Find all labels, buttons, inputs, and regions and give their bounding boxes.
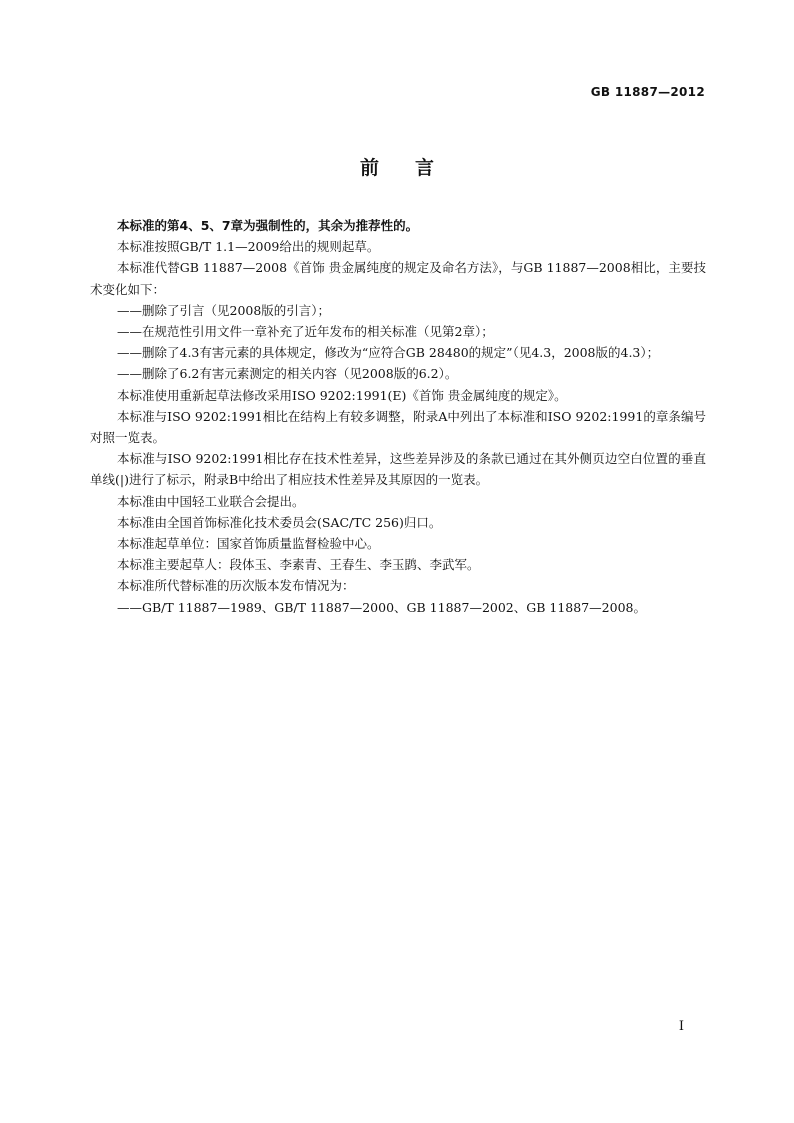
paragraph-replaces: 本标准代替GB 11887—2008《首饰 贵金属纯度的规定及命名方法》，与GB 11887—2008相比，主要技术变化如下： [90,260,706,297]
paragraph-iso-adoption: 本标准使用重新起草法修改采用ISO 9202:1991(E)《首饰 贵金属纯度的规定》。 [117,387,567,403]
paragraph-structure-differences: 本标准与ISO 9202:1991相比在结构上有较多调整，附录A中列出了本标准和ISO 9202:1991的章条编号对照一览表。 [90,408,706,446]
page-title: 前言 [359,157,470,179]
paragraph-proposed-by: 本标准由中国轻工业联合会提出。 [117,493,305,509]
paragraph-drafting-rules: 本标准按照GB/T 1.1—2009给出的规则起草。 [117,239,380,255]
page-number: I [678,1019,684,1034]
change-item: ——删除了引言（见2008版的引言）； [117,302,331,318]
paragraph-responsible-committee: 本标准由全国首饰标准化技术委员会(SAC/TC 256)归口。 [117,514,442,530]
foreword-body [90,215,706,618]
paragraph-drafting-organization: 本标准起草单位：国家首饰质量监督检验中心。 [117,536,380,552]
paragraph-previous-editions: 本标准所代替标准的历次版本发布情况为： [117,578,355,594]
paragraph-technical-differences: 本标准与ISO 9202:1991相比存在技术性差异，这些差异涉及的条款已通过在其外侧页边空白位置的垂直单线(|)进行了标示，附录B中给出了相应技术性差异及其原因的一览表。 [90,451,706,488]
change-item: ——删除了4.3有害元素的具体规定，修改为“应符合GB 28480的规定”（见4.3，2008版的4.3）； [117,345,660,361]
paragraph-drafters: 本标准主要起草人：段体玉、李素青、王春生、李玉鹍、李武军。 [117,557,480,573]
paragraph-mandatory-chapters: 本标准的第4、5、7章为强制性的，其余为推荐性的。 [117,218,419,233]
previous-editions-list: ——GB/T 11887—1989、GB/T 11887—2000、GB 11887—2002、GB 11887—2008。 [117,599,646,615]
standard-code: GB 11887—2012 [590,85,705,99]
change-item: ——删除了6.2有害元素测定的相关内容（见2008版的6.2）。 [117,366,458,382]
change-item: ——在规范性引用文件一章补充了近年发布的相关标准（见第2章）； [117,324,494,340]
